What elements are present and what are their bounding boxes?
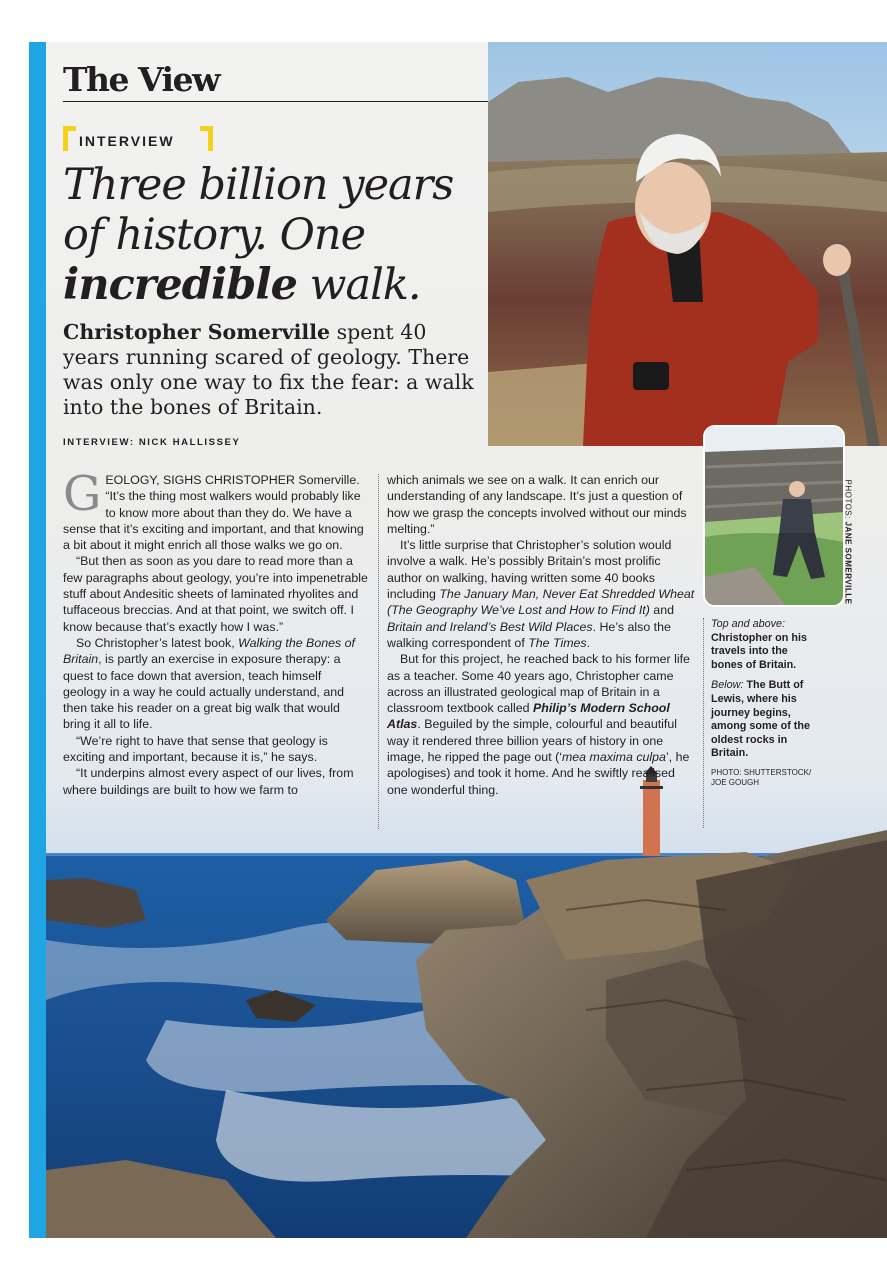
section-title: The View xyxy=(63,60,219,99)
standfirst: Christopher Somerville spent 40 years running scared of geology. There was only one way to fix the fear: a walk into the bones of Britain. xyxy=(63,320,474,419)
caption-divider xyxy=(703,618,704,828)
caption-credit: PHOTO: SHUTTERSTOCK/ JOE GOUGH xyxy=(711,767,812,788)
body-paragraph: which animals we see on a walk. It can enrich our understanding of any landscape. It’s just a question of how we grasp the concepts involved without our minds melting.” xyxy=(387,473,687,536)
christopher-somerville-photo xyxy=(488,42,887,446)
section-rule xyxy=(63,101,488,102)
christopher-sitting-photo xyxy=(703,425,845,607)
drop-cap: G xyxy=(63,466,102,522)
body-paragraph: It’s little surprise that Christopher’s solution would involve a walk. He’s possibly Britain’s most prolific author on walking, having written some 40 books including The January Man, Never Eat Shredded Wheat (The Geography We’ve Lost and How to Find It) and Britain and Ireland’s Best Wild Places. He’s also the walking correspondent of The Times. xyxy=(387,538,695,650)
column-divider xyxy=(378,474,379,829)
body-column-1 xyxy=(63,466,368,798)
tag-label: INTERVIEW xyxy=(79,133,175,149)
body-paragraph: “It underpins almost every aspect of our lives, from where buildings are built to how we farm to xyxy=(63,766,354,797)
interview-tag xyxy=(63,126,213,150)
body-paragraph: But for this project, he reached back to his former life as a teacher. Some 40 years ago, Christopher came across an illustrated geological map of Britain in a classroom textbook called Philip’s Modern School Atlas. Beguiled by the simple, colourful and beautiful way it rendered three billion years of history in one image, he ripped the page out (‘mea maxima culpa’, he apologises) and took it home. And he swiftly realised one wonderful thing. xyxy=(387,652,690,797)
accent-bar xyxy=(29,42,46,1238)
body-paragraph: So Christopher’s latest book, Walking the Bones of Britain, is partly an exercise in exposure therapy: a quest to face down that aversion, teach himself geology in a way he could actually understand, and then take his reader on a great big walk that would bring it all to life. xyxy=(63,635,355,732)
butt-of-lewis-photo xyxy=(46,760,887,1238)
photo-caption: Top and above: Christopher on his travels into the bones of Britain. Below: The Butt of Lewis, where his journey begins, among some of the oldest rocks in Britain. PHOTO: SHUTTERSTOCK/ JOE GOUGH xyxy=(711,618,821,796)
byline: INTERVIEW: NICK HALLISSEY xyxy=(63,437,241,448)
body-paragraph: GEOLOGY, SIGHS CHRISTOPHER Somerville. “It’s the thing most walkers would probably like to know more about than they do. We have a sense that it’s exciting and important, and that knowing a bit about it might enrich all those walks we go on. xyxy=(63,466,364,553)
body-paragraph: “We’re right to have that sense that geology is exciting and important, because it is,” he says. xyxy=(63,733,328,765)
headline: Three billion years of history. One incredible walk. xyxy=(63,160,454,310)
photo-credit: PHOTOS: JANE SOMERVILLE xyxy=(843,479,853,605)
body-paragraph: “But then as soon as you dare to read more than a few paragraphs about geology, you’re into impenetrable stuff about Andesitic sheets of laminated rhyolites and tuffaceous breccias. And at that point, we switch off. I know because that’s exactly how I was.” xyxy=(63,554,368,634)
body-column-2 xyxy=(387,472,695,798)
